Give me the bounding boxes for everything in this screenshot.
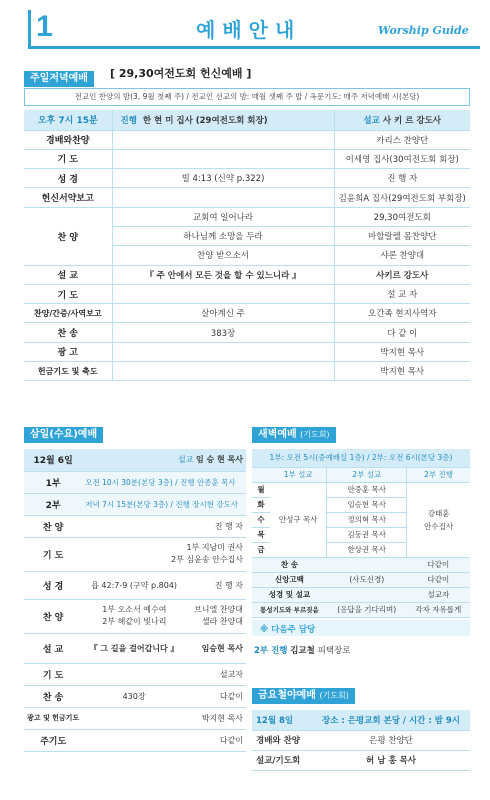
row-person: 설 교 자: [334, 284, 470, 303]
row-person: 카리스 찬양단: [334, 130, 470, 149]
row-key: 찬양/간증/사역보고: [24, 304, 112, 323]
row-key: 헌신서약보고: [24, 188, 112, 207]
row-person: 박지현 목사: [334, 342, 470, 361]
table-row: [24, 729, 246, 751]
part2-preacher: 정의혁 목사: [327, 512, 407, 527]
header-divider: [28, 46, 480, 49]
row-key: 광 고: [24, 342, 112, 361]
row-person: 진 행 자: [186, 515, 246, 537]
row-content: 1부 지남미 권사: [186, 543, 243, 552]
row-content: 교회여 일어나라: [112, 207, 334, 226]
row-key: 기 도: [24, 663, 82, 685]
friday-table: [252, 710, 470, 771]
table-row: [24, 571, 246, 599]
row-content: (응답을 기다리며): [327, 602, 407, 617]
row-key: 경배와찬양: [24, 130, 112, 149]
row-key: 설 교: [24, 633, 82, 663]
row-content: [112, 130, 334, 149]
page-subtitle: Worship Guide: [378, 24, 469, 37]
dawn-times: 1부: 오전 5시(중예배실 1층) / 2부: 오전 6시(본당 3층): [252, 449, 470, 467]
col-header: 2부 진행: [407, 467, 470, 482]
row-key: 설교/기도회: [252, 750, 312, 770]
row-key: 통성기도와 부르짖음: [252, 602, 327, 617]
dawn-label-small: (기도회): [300, 430, 330, 439]
table-row: [24, 685, 246, 707]
page-number: 1: [36, 10, 53, 43]
next-week-part: 2부 진행: [254, 646, 288, 656]
table-row: [24, 362, 470, 381]
wednesday-preacher: 임 승 현 목사: [196, 455, 243, 465]
row-person: 임승현 목사: [186, 633, 246, 663]
row-content: [112, 362, 334, 381]
row-content: 『 주 안에서 모든 것을 할 수 있느니라 』: [112, 265, 334, 284]
row-person: 샤론 찬양대: [334, 246, 470, 265]
row-key: 성경 및 설교: [252, 587, 327, 602]
row-content: 430장: [82, 685, 186, 707]
wednesday-preacher-label: 설교: [177, 455, 194, 465]
corner-cell: [252, 467, 270, 482]
friday-label: [252, 688, 355, 704]
sunday-section: [24, 66, 470, 87]
row-person: 다같이: [186, 685, 246, 707]
row-content: [112, 188, 334, 207]
sunday-notice: 전교인 찬양의 밤(3, 9월 첫째 주) / 전교인 선교의 밤: 매월 셋째 주 밥 / 옥문기도: 매주 저녁예배 시(본당): [24, 88, 470, 106]
table-row: [24, 169, 470, 188]
sunday-header-row: [24, 110, 470, 130]
row-content: [112, 342, 334, 361]
row-person: 허 남 홍 목사: [312, 750, 470, 770]
table-row: [24, 207, 470, 226]
row-key: 기 도: [24, 149, 112, 168]
day-label: 수: [252, 512, 270, 527]
wednesday-section: [24, 422, 246, 752]
row-content: 2부 심윤송 안수집사: [171, 555, 243, 564]
part2-preacher: 안중훈 목사: [327, 482, 407, 497]
table-row: [24, 323, 470, 342]
part-key: 1부: [24, 471, 82, 493]
row-person: 29,30여전도회: [334, 207, 470, 226]
row-person: 박지현 목사: [334, 362, 470, 381]
sunday-leader-label: 진행: [120, 115, 137, 126]
row-key: 찬 양: [24, 599, 82, 633]
table-row: [24, 493, 246, 515]
row-content: 욥 42:7-9 (구약 p.804): [82, 571, 186, 599]
row-key: 기 도: [24, 537, 82, 571]
sunday-preacher: 사 키 르 강도사: [382, 115, 442, 126]
table-row: [24, 265, 470, 284]
sunday-time: 오후 7시 15분: [24, 110, 112, 130]
row-key: 찬 양: [24, 515, 82, 537]
table-row: [24, 471, 246, 493]
page-title: 예배안내: [196, 18, 302, 42]
col-header: 2부 설교: [327, 467, 407, 482]
row-key: 찬 송: [24, 323, 112, 342]
dawn-label: [252, 427, 336, 443]
row-person: 브니엘 찬양대: [194, 605, 243, 614]
row-content: [82, 515, 186, 537]
row-person: 설교자: [407, 587, 470, 602]
row-key: 경배와 찬양: [252, 730, 312, 750]
wednesday-order-table: [24, 449, 246, 752]
table-row: [24, 707, 246, 729]
table-row: [24, 663, 246, 685]
row-content: 1부 오소서 예수여: [102, 605, 167, 614]
table-row: [24, 130, 470, 149]
part2-leader: 강태훈: [427, 508, 450, 518]
table-row: [24, 599, 246, 633]
part1-preacher: 안성구 목사: [270, 482, 327, 557]
wednesday-label: 삼일(수요)예배: [24, 427, 103, 443]
row-person: 오간족 현지사역자: [334, 304, 470, 323]
next-week-text: [254, 644, 470, 656]
row-content: [327, 557, 407, 572]
table-row: [24, 188, 470, 207]
wednesday-preacher-cell: [82, 449, 246, 471]
row-person: 각자 자유롭게: [407, 602, 470, 617]
row-content: 살아계신 주: [112, 304, 334, 323]
table-row: [24, 515, 246, 537]
row-person: 김윤희A 집사(29여전도회 부회장): [334, 188, 470, 207]
row-content: 383장: [112, 323, 334, 342]
row-person: 다 같 이: [334, 323, 470, 342]
part-detail: 저녁 7시 15분(본당 3층) / 진행 장시현 강도사: [82, 493, 246, 515]
next-week-title: 피택장로: [317, 646, 351, 656]
row-person: 은평 찬양단: [312, 730, 470, 750]
dawn-section: [252, 422, 470, 618]
row-person: 진 행 자: [334, 169, 470, 188]
row-key: 성 경: [24, 169, 112, 188]
day-label: 월: [252, 482, 270, 497]
row-content: 하나님께 소망을 두라: [112, 226, 334, 245]
row-person: 진 행 자: [186, 571, 246, 599]
row-key: 성 경: [24, 571, 82, 599]
dawn-label-text: 새벽예배: [258, 429, 297, 440]
table-row: [24, 304, 470, 323]
day-label: 화: [252, 497, 270, 512]
page-header: [0, 0, 490, 52]
row-key: 찬 양: [24, 207, 112, 265]
part-key: 2부: [24, 493, 82, 515]
table-row: [24, 537, 246, 571]
part2-leader: 안수집사: [424, 521, 454, 531]
row-person: 다같이: [407, 572, 470, 587]
col-header: 1부 설교: [270, 467, 327, 482]
table-row: [24, 284, 470, 303]
row-key: 설 교: [24, 265, 112, 284]
row-content: [112, 284, 334, 303]
row-key: 찬 송: [24, 685, 82, 707]
row-person: 다같이: [186, 729, 246, 751]
day-label: 금: [252, 542, 270, 557]
next-week-label: ※ 다음주 담당: [252, 620, 470, 636]
part-detail: 오전 10시 30분(본당 3층) / 진행 안종훈 목사: [82, 471, 246, 493]
row-key: 주기도: [24, 729, 82, 751]
row-key: 기 도: [24, 284, 112, 303]
table-row: [24, 633, 246, 663]
friday-info: 장소 : 은평교회 본당 / 시간 : 밤 9시: [312, 710, 470, 730]
friday-date: 12월 8일: [252, 710, 312, 730]
table-row: [24, 149, 470, 168]
page-number-bar: [28, 10, 31, 48]
row-person: 설교자: [186, 663, 246, 685]
sunday-label: 주일저녁예배: [24, 71, 94, 87]
part2-preacher: 한상권 목사: [327, 542, 407, 557]
part2-preacher: 김동권 목사: [327, 527, 407, 542]
day-label: 목: [252, 527, 270, 542]
row-content: 2부 해같이 빛나리: [102, 617, 167, 626]
sunday-preacher-label: 설교: [363, 115, 380, 126]
next-week-section: [252, 620, 470, 656]
row-content: [82, 707, 186, 729]
next-week-name: 김교철: [290, 646, 315, 656]
sunday-preacher-cell: [334, 110, 470, 130]
row-person: 사키르 강도사: [334, 265, 470, 284]
dawn-table: [252, 449, 470, 618]
sunday-order-table: [24, 110, 470, 381]
sunday-leader-cell: [112, 110, 334, 130]
row-key: 신앙고백: [252, 572, 327, 587]
row-content: [327, 587, 407, 602]
row-content: [112, 149, 334, 168]
row-content: 『 그 길을 걸어갑니다 』: [82, 633, 186, 663]
row-person: 다같이: [407, 557, 470, 572]
friday-label-small: (기도회): [319, 691, 349, 700]
wednesday-header-row: [24, 449, 246, 471]
wednesday-date: 12월 6일: [24, 449, 82, 471]
row-person: 셀라 찬양대: [201, 617, 243, 626]
row-key: 헌금기도 및 축도: [24, 362, 112, 381]
row-content: (사도신경): [327, 572, 407, 587]
friday-section: [252, 683, 470, 771]
sunday-leader: 한 현 미 집사 (29여전도회 회장): [142, 115, 268, 126]
row-key: 찬 송: [252, 557, 327, 572]
row-content: [82, 729, 186, 751]
row-content: 빌 4:13 (신약 p.322): [112, 169, 334, 188]
row-content: 찬양 받으소서: [112, 246, 334, 265]
row-person: 마할랄렐 몸찬양단: [334, 226, 470, 245]
row-key: 광고 및 헌금기도: [24, 707, 82, 729]
row-person: 이세영 집사(30여전도회 회장): [334, 149, 470, 168]
row-content: [82, 663, 186, 685]
friday-label-text: 금요철야예배: [258, 690, 316, 701]
table-row: [24, 342, 470, 361]
sunday-title: [ 29,30여전도회 헌신예배 ]: [110, 67, 252, 80]
part2-preacher: 임승현 목사: [327, 497, 407, 512]
row-person: 박지현 목사: [186, 707, 246, 729]
